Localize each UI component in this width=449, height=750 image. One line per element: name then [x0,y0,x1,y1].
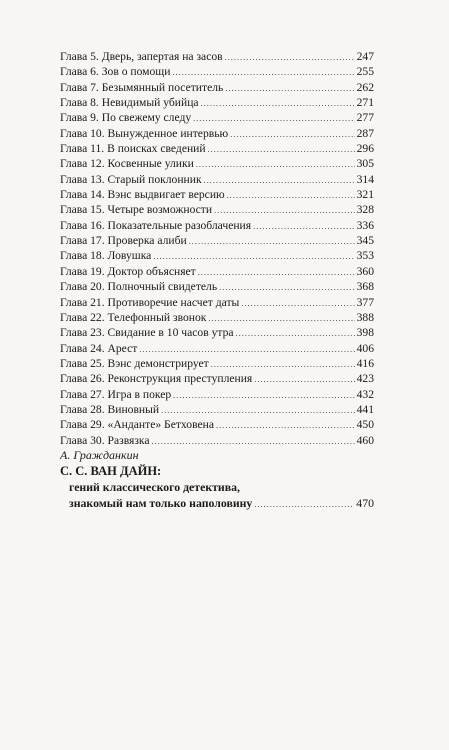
toc-entry-label: Глава 30. Развязка [60,433,150,447]
toc-entry [60,187,374,202]
toc-entry-page-number: 360 [356,264,374,278]
toc-entry-label: Глава 24. Арест [60,341,138,355]
toc-entry-page-number: 460 [356,433,374,447]
dot-leader [198,265,355,280]
toc-entry-page-number: 262 [356,80,374,94]
toc-entry [60,295,374,310]
dot-leader [254,372,354,387]
toc-entry-label: Глава 10. Вынужденное интервью [60,126,229,140]
dot-leader [189,234,355,249]
appendix-entry [60,447,374,513]
toc-entry [60,248,374,263]
dot-leader [219,280,355,295]
toc-entry-page-number: 388 [356,310,374,324]
dot-leader [208,311,354,326]
toc-entry-page-number: 314 [356,172,374,186]
toc-entry-label: Глава 8. Невидимый убийца [60,96,199,110]
toc-entry [60,126,374,141]
dot-leader [241,296,354,311]
toc-entry-label: Глава 5. Дверь, запертая на засов [60,50,223,63]
toc-entry-label: Глава 22. Телефонный звонок [60,310,207,324]
toc-entry [60,49,374,64]
table-of-contents [60,49,374,448]
dot-leader [225,81,354,96]
appendix-author: А. Гражданкин [60,448,139,462]
toc-entry-label: Глава 26. Реконструкция преступления [60,372,253,386]
toc-entry-page-number: 305 [356,157,374,171]
toc-entry [60,156,374,171]
toc-entry-page-number: 328 [356,203,374,217]
toc-entry [60,341,374,356]
dot-leader [253,219,355,234]
toc-entry-page-number: 398 [356,326,374,340]
dot-leader [196,157,355,172]
dot-leader [208,142,355,157]
toc-entry [60,387,374,402]
toc-entry-label: Глава 27. Игра в покер [60,387,172,401]
toc-entry [60,402,374,417]
toc-entry-label: Глава 29. «Анданте» Бетховена [60,418,214,432]
toc-entry-label: Глава 20. Полночный свидетель [60,280,218,294]
toc-entry [60,202,374,217]
toc-entry [60,279,374,294]
appendix-subtitle-line2: знакомый нам только наполовину [69,496,253,510]
toc-entry-label: Глава 14. Вэнс выдвигает версию [60,188,225,202]
toc-entry-page-number: 287 [356,126,374,140]
toc-entry-label: Глава 9. По свежему следу [60,111,192,125]
toc-entry-page-number: 255 [356,65,374,79]
dot-leader [153,249,354,264]
toc-entry-page-number: 345 [356,234,374,248]
toc-entry-label: Глава 28. Виновный [60,402,160,416]
toc-entry [60,264,374,279]
toc-entry [60,218,374,233]
toc-entry-page-number: 416 [356,356,374,370]
dot-leader [230,127,354,142]
appendix-subtitle-line1: гений классического детектива, [69,480,240,494]
toc-entry-page-number: 406 [356,341,374,355]
toc-entry-label: Глава 25. Вэнс демонстрирует [60,356,209,370]
toc-entry-page-number: 450 [356,418,374,432]
toc-entry-page-number: 277 [356,111,374,125]
toc-entry [60,172,374,187]
toc-entry-page-number: 377 [356,295,374,309]
toc-entry-label: Глава 13. Старый поклонник [60,172,202,186]
toc-entry-label: Глава 11. В поисках сведений [60,142,206,156]
dot-leader [214,203,355,218]
toc-entry-label: Глава 16. Показательные разоблачения [60,218,252,232]
toc-entry-label: Глава 6. Зов о помощи [60,65,171,79]
appendix-subtitle-line2-row [60,495,374,513]
toc-entry-page-number: 271 [356,96,374,110]
toc-entry-page-number: 368 [356,280,374,294]
toc-entry-label: Глава 18. Ловушка [60,249,152,263]
dot-leader [201,96,355,111]
toc-entry-label: Глава 15. Четыре возможности [60,203,213,217]
toc-entry-page-number: 296 [356,142,374,156]
toc-entry [60,417,374,432]
dot-leader [211,357,355,372]
toc-entry-page-number: 247 [356,50,374,63]
toc-entry [60,95,374,110]
toc-entry-page-number: 353 [356,249,374,263]
toc-entry [60,371,374,386]
toc-entry [60,80,374,95]
toc-entry [60,64,374,79]
dot-leader [254,497,354,513]
dot-leader [204,173,355,188]
toc-entry-label: Глава 23. Свидание в 10 часов утра [60,326,234,340]
toc-entry [60,310,374,325]
toc-entry [60,356,374,371]
toc-entry [60,141,374,156]
toc-entry-label: Глава 7. Безымянный посетитель [60,80,224,94]
toc-entry [60,110,374,125]
toc-entry [60,233,374,248]
appendix-title: С. С. ВАН ДАЙН: [60,464,162,478]
dot-leader [172,65,354,80]
toc-entry-page-number: 321 [356,188,374,202]
dot-leader [193,111,354,126]
toc-entry-label: Глава 21. Противоречие насчет даты [60,295,240,309]
toc-entry-label: Глава 12. Косвенные улики [60,157,194,171]
dot-leader [225,50,355,65]
toc-entry [60,325,374,340]
toc-entry-page-number: 336 [356,218,374,232]
toc-entry-page-number: 441 [356,402,374,416]
toc-entry-label: Глава 19. Доктор объясняет [60,264,196,278]
appendix-page-number: 470 [356,496,374,510]
dot-leader [139,342,354,357]
toc-entry-page-number: 432 [356,387,374,401]
toc-entry [60,433,374,448]
dot-leader [227,188,355,203]
dot-leader [216,418,355,433]
dot-leader [161,403,354,418]
dot-leader [173,388,354,403]
toc-entry-label: Глава 17. Проверка алиби [60,234,187,248]
toc-entry-page-number: 423 [356,372,374,386]
dot-leader [236,326,355,341]
